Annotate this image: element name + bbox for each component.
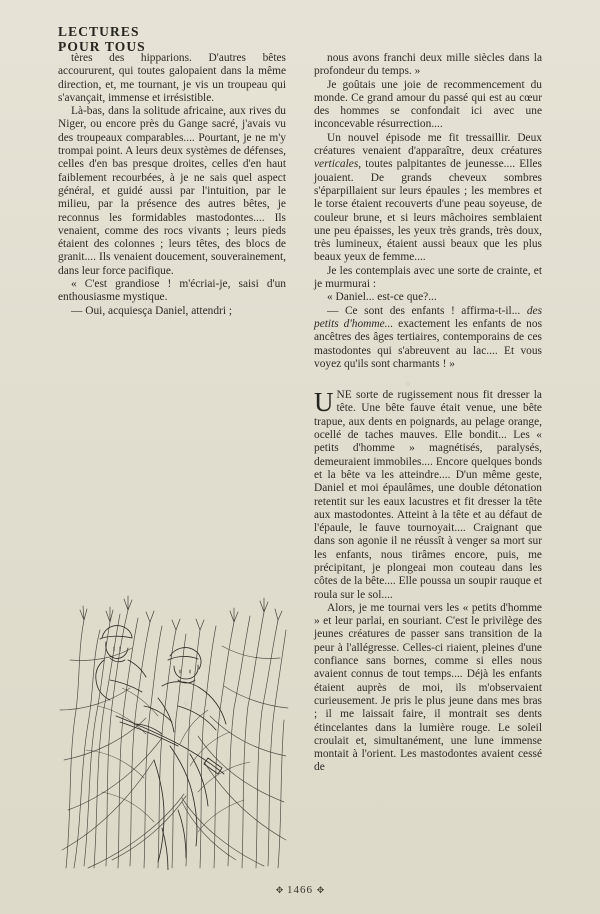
dropcap-paragraph-text: NE sorte de rugissement nous fit dresser la tête. Une bête fauve était venue, une bête trapue, aux dents en poignards, au pelage orange, ocellé de taches mauves. Elle bondit... Les « petits d'homme » magnétisés, paralysés, demeuraient immobiles.... Encore quelques bonds et la bête va les atteindre.... D'un même geste, Daniel et moi épaulâmes, une double détonation retentit sur les eaux lacustres et fit dresser la tête aux mastodontes. Atteint à la tête et au défaut de l'épaule, le fauve tournoyait.... Craignant que dans son agonie il ne réussît à venger sa mort sur les enfants, nous tirâmes encore, puis, me précipitant, je plongeai mon couteau dans les côtes de la bête.... Elle poussa un soupir rauque et roula sur le sol....: [314, 389, 542, 601]
paragraph: nous avons franchi deux mille siècles dans la profondeur du temps. »: [314, 52, 542, 78]
left-column: [58, 52, 286, 318]
masthead: [58, 24, 146, 54]
folio-ornament-left: ✥: [275, 885, 284, 895]
illustration: [58, 510, 290, 870]
masthead-line-2: POUR TOUS: [58, 39, 146, 55]
paragraph: Alors, je me tournai vers les « petits d'homme » et leur parlai, en souriant. C'est le privilège des jeunes créatures de passer sans transition de la peur à l'allégresse. Celles-ci riaient, pleines d'une confiance sans bornes, comme si elles nous avaient connus de tout temps.... Déjà les enfants étaient auprès de moi, ils m'observaient curieusement. Je pris le plus jeune dans mes bras ; il me laissait faire, il montrait ses dents étincelantes dans la lumière rouge. Le soleil croulait et, simultanément, une lune immense montait à l'orient. Les mastodontes avaient cessé de: [314, 601, 542, 774]
hunter-in-reeds-engraving: [58, 510, 290, 870]
paragraph: — Ce sont des enfants ! affirma-t-il... des petits d'homme... exactement les enfants de nos ancêtres des âges tertiaires, contemporains de ces mastodontes qui s'abreuvent au lac.... Et vous voyez qu'ils sont charmants ! »: [314, 304, 542, 370]
paragraph: « C'est grandiose ! m'écriai-je, saisi d'un enthousiasme mystique.: [58, 278, 286, 304]
masthead-line-1: LECTURES: [58, 24, 140, 39]
paragraph-spacer: [314, 371, 542, 380]
paragraph: — Oui, acquiesça Daniel, attendri ;: [71, 304, 232, 317]
emphasis-text: verticales: [314, 158, 359, 171]
folio-number: 1466: [287, 884, 313, 896]
right-column: [314, 52, 542, 775]
paragraph: « Daniel... est-ce que?...: [327, 291, 437, 304]
dropcap-paragraph: [314, 389, 542, 602]
folio-ornament-right: ✥: [316, 885, 325, 895]
page-folio: [0, 884, 600, 896]
paragraph: Là-bas, dans la solitude africaine, aux rives du Niger, ou encore près du Gange sacré, j'avais vu des troupeaux comparables.... Pourtant, je ne m'y trompai point. A leurs deux systèmes de défenses, celles d'en bas presque droites, celles d'en haut faiblement recourbées, à je ne sais quel aspect général, et guidé aussi par l'intuition, par le milieu, par la présence des autres bêtes, je reconnus les formidables mastodontes.... Ils venaient, comme des rocs vivants ; leurs pieds étaient des colonnes ; leurs têtes, des blocs de granit.... Ils venaient doucement, souverainement, dans leur force pacifique.: [58, 105, 286, 277]
emphasis-text: des petits d'homme...: [314, 304, 542, 330]
paragraph: Un nouvel épisode me fit tressaillir. Deux créatures venaient d'apparaître, deux créatures verticales, toutes palpitantes de jeunesse.... Elles jouaient. De grands cheveux sombres s'éparpillaient sur leurs épaules ; les membres et le torse étaient recouverts d'une peau soyeuse, de couleur brune, et si leurs mâchoires semblaient une peu épaisses, les yeux très grands, très doux, très lumineux, étaient aussi beaux que les plus beaux yeux de femme....: [314, 131, 542, 264]
paragraph: tères des hipparions. D'autres bêtes accoururent, qui toutes galopaient dans la même direction, et, me tournant, je vis un troupeau qui s'avançait, immense et irrésistible.: [58, 52, 286, 104]
paragraph: Je goûtais une joie de recommencement du monde. Ce grand amour du passé qui est au cœur des hommes se confondait ici avec une inconcevable résurrection....: [314, 78, 542, 131]
paragraph: Je les contemplais avec une sorte de crainte, et je murmurai :: [314, 264, 542, 291]
drop-cap: U: [314, 387, 334, 418]
